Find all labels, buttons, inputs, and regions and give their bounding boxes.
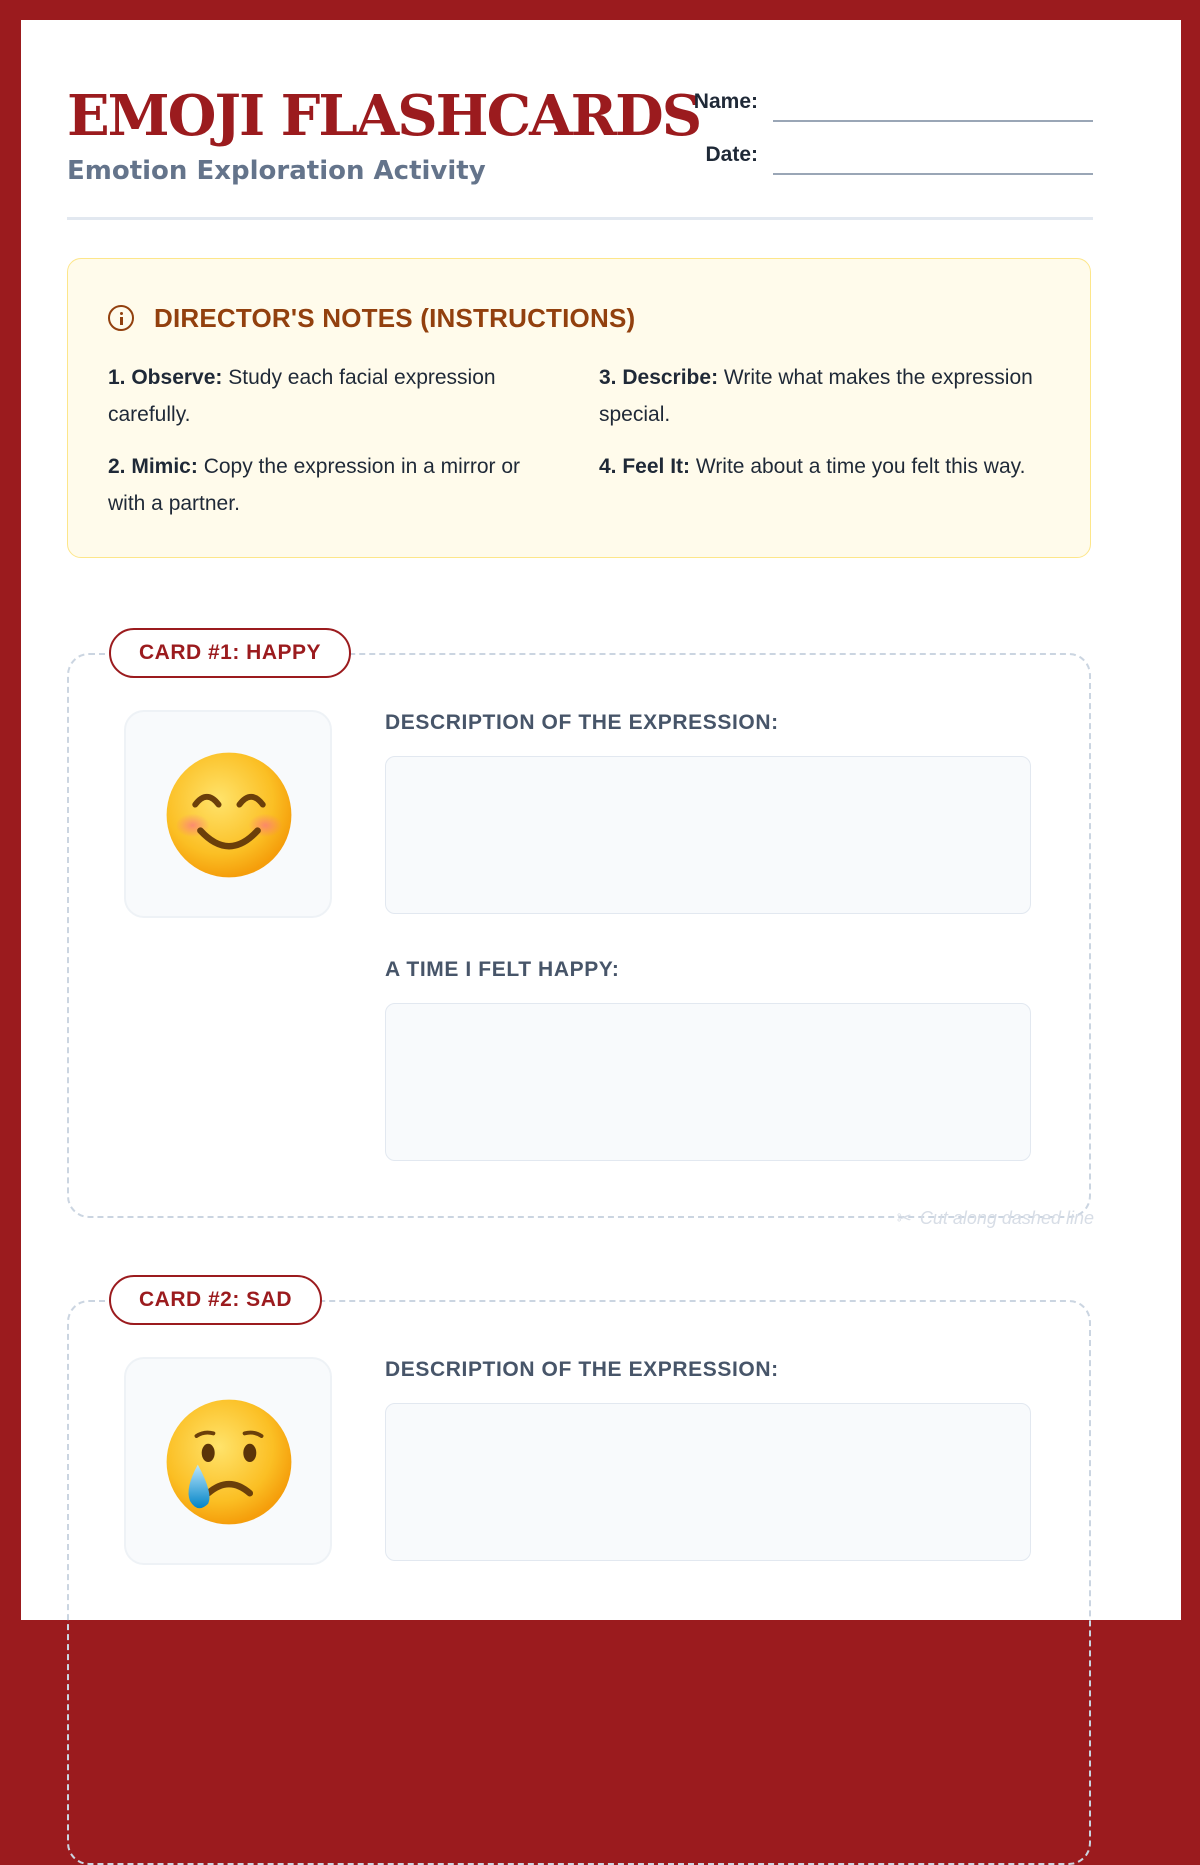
instruction-step [599,448,1039,485]
name-label: Name: [693,90,758,113]
worksheet-header [67,72,1093,222]
step-label: 2. Mimic: [108,455,198,478]
page-subtitle: Emotion Exploration Activity [67,156,486,186]
step-label: 4. Feel It: [599,455,691,478]
card-tag: CARD #1: HAPPY [109,628,351,678]
flashcard-sad [67,1288,1091,1865]
emoji-frame [124,710,332,918]
date-field[interactable] [623,143,1093,183]
step-label: 1. Observe: [108,366,223,389]
time-felt-answer-box[interactable] [385,1003,1031,1161]
step-label: 3. Describe: [599,366,719,389]
crying-face-icon [164,1397,294,1527]
page-title: EMOJI FLASHCARDS [67,83,701,149]
emoji-frame [124,1357,332,1565]
cut-note-text: Cut along dashed line [919,1208,1094,1228]
cut-note [897,1208,1094,1229]
time-felt-label: A TIME I FELT HAPPY: [385,958,620,981]
description-label: DESCRIPTION OF THE EXPRESSION: [385,711,779,734]
description-answer-box[interactable] [385,756,1031,914]
step-text: Write about a time you felt this way. [695,455,1026,478]
step-text: Copy the expression in a mirror or with a partner. [108,455,520,515]
flashcard-happy [67,641,1091,1218]
step-text: Study each facial expression carefully. [108,366,496,426]
date-label: Date: [705,143,758,166]
name-field[interactable] [623,90,1093,130]
date-line[interactable] [773,173,1093,175]
info-icon [108,305,134,331]
description-answer-box[interactable] [385,1403,1031,1561]
smiling-face-icon [164,750,294,880]
header-divider [67,217,1093,220]
scissors-icon: ✂ [896,1208,912,1228]
instruction-step [108,359,548,433]
step-text: Write what makes the expression special. [599,366,1033,426]
instruction-step [599,359,1039,433]
card-tag: CARD #2: SAD [109,1275,322,1325]
instruction-step [108,448,548,522]
description-label: DESCRIPTION OF THE EXPRESSION: [385,1358,779,1381]
instructions-box [67,258,1091,558]
name-line[interactable] [773,120,1093,122]
instructions-title: DIRECTOR'S NOTES (INSTRUCTIONS) [154,303,636,333]
